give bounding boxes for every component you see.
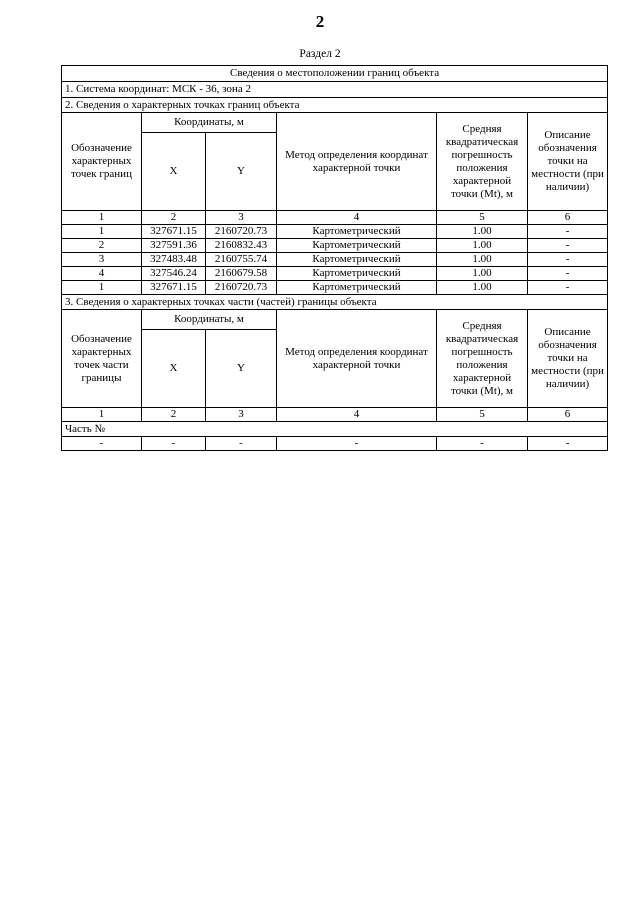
column-number: 6 (528, 408, 608, 422)
s3-header-description: Описание обозначения точки на местности (при наличии) (528, 310, 608, 408)
error: 1.00 (437, 267, 528, 281)
section2-title: 2. Сведения о характерных точках границ объекта (62, 98, 608, 113)
description: - (528, 253, 608, 267)
point-id: 4 (62, 267, 142, 281)
s2-header-point-designation: Обозначение характерных точек границ (62, 113, 142, 211)
coord-y: 2160720.73 (206, 225, 277, 239)
s2-header-description: Описание обозначения точки на местности (при наличии) (528, 113, 608, 211)
coord-x: 327591.36 (142, 239, 206, 253)
s3-header-method: Метод определения координат характерной точки (277, 310, 437, 408)
point-id: 2 (62, 239, 142, 253)
column-number: 4 (277, 211, 437, 225)
section3-title: 3. Сведения о характерных точках части (частей) границы объекта (62, 295, 608, 310)
point-id: 1 (62, 225, 142, 239)
page-number: 2 (315, 12, 325, 31)
coord-x: 327671.15 (142, 225, 206, 239)
s3-header-coordinates: Координаты, м (142, 310, 277, 330)
s3-column-numbers-row (62, 408, 608, 422)
part-label-row: Часть № (62, 422, 608, 437)
column-number: 4 (277, 408, 437, 422)
coord-y: 2160720.73 (206, 281, 277, 295)
column-number: 1 (62, 211, 142, 225)
table-row (62, 225, 608, 239)
s2-header-x: X (142, 133, 206, 211)
s2-header-error: Средняя квадратическая погрешность положения характерной точки (Mt), м (437, 113, 528, 211)
table-row (62, 281, 608, 295)
coord-y: 2160755.74 (206, 253, 277, 267)
column-number: 2 (142, 408, 206, 422)
coord-x: - (142, 437, 206, 451)
table-row (62, 437, 608, 451)
method: Картометрический (277, 253, 437, 267)
description: - (528, 437, 608, 451)
method: - (277, 437, 437, 451)
section-label: Раздел 2 (299, 48, 341, 60)
error: 1.00 (437, 253, 528, 267)
error: 1.00 (437, 239, 528, 253)
method: Картометрический (277, 239, 437, 253)
boundary-table (61, 65, 608, 451)
column-number: 2 (142, 211, 206, 225)
coord-y: 2160679.58 (206, 267, 277, 281)
coordinate-system-row: 1. Система координат: МСК - 36, зона 2 (62, 82, 608, 98)
table-row (62, 267, 608, 281)
column-number: 3 (206, 408, 277, 422)
coord-x: 327483.48 (142, 253, 206, 267)
description: - (528, 267, 608, 281)
error: - (437, 437, 528, 451)
s3-header-x: X (142, 330, 206, 408)
column-number: 3 (206, 211, 277, 225)
point-id: - (62, 437, 142, 451)
method: Картометрический (277, 225, 437, 239)
point-id: 1 (62, 281, 142, 295)
method: Картометрический (277, 281, 437, 295)
s3-header-y: Y (206, 330, 277, 408)
s2-column-numbers-row (62, 211, 608, 225)
coord-y: - (206, 437, 277, 451)
description: - (528, 281, 608, 295)
s2-header-y: Y (206, 133, 277, 211)
error: 1.00 (437, 225, 528, 239)
point-id: 3 (62, 253, 142, 267)
table-row (62, 239, 608, 253)
column-number: 1 (62, 408, 142, 422)
table-row (62, 253, 608, 267)
column-number: 5 (437, 408, 528, 422)
error: 1.00 (437, 281, 528, 295)
method: Картометрический (277, 267, 437, 281)
column-number: 5 (437, 211, 528, 225)
column-number: 6 (528, 211, 608, 225)
s3-header-error: Средняя квадратическая погрешность положения характерной точки (Mt), м (437, 310, 528, 408)
description: - (528, 225, 608, 239)
table-title: Сведения о местоположении границ объекта (62, 66, 608, 82)
coord-x: 327671.15 (142, 281, 206, 295)
s3-header-point-designation: Обозначение характерных точек части границы (62, 310, 142, 408)
coord-x: 327546.24 (142, 267, 206, 281)
coord-y: 2160832.43 (206, 239, 277, 253)
description: - (528, 239, 608, 253)
s2-header-method: Метод определения координат характерной точки (277, 113, 437, 211)
s2-header-coordinates: Координаты, м (142, 113, 277, 133)
